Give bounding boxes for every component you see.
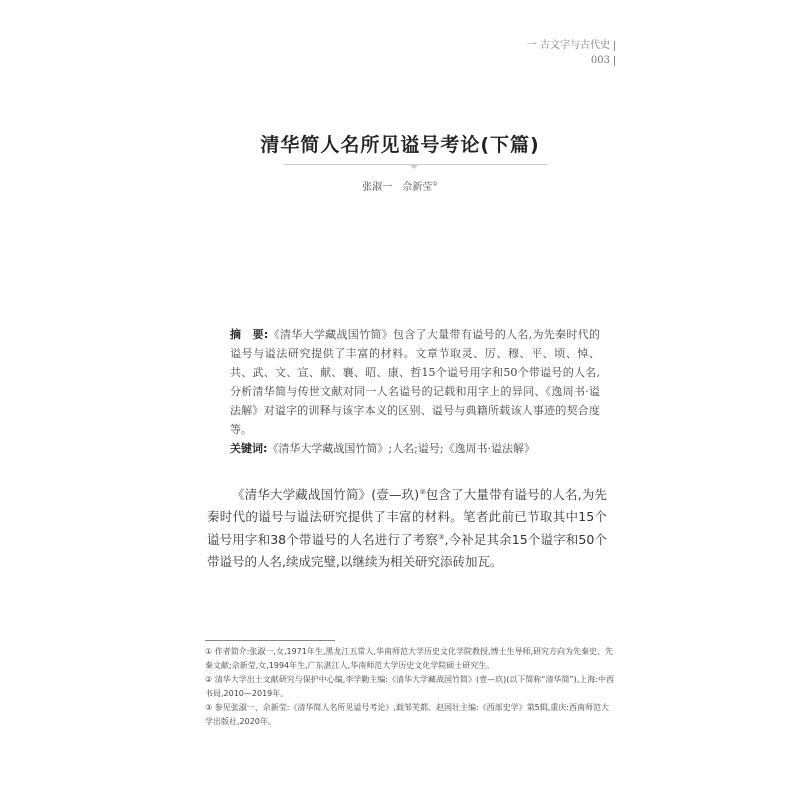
body-text-segment: ,今补足其余15个谥字和50个带谥号的人名,续成完璧,以继续为相关研究添砖加瓦。 bbox=[207, 532, 607, 569]
abstract-label: 摘 要: bbox=[230, 328, 269, 341]
author-names: 张淑一 佘新莹 bbox=[362, 182, 433, 193]
footnote-marker-3[interactable]: ③ bbox=[438, 533, 445, 542]
keywords-text: 《清华大学藏战国竹简》;人名;谥号;《逸周书·谥法解》 bbox=[267, 442, 536, 455]
abstract bbox=[230, 325, 600, 439]
running-head-section: 一 古文字与古代史 bbox=[526, 40, 610, 51]
running-head bbox=[527, 38, 615, 68]
body-text-segment: 《清华大学藏战国竹简》(壹—玖) bbox=[232, 487, 420, 503]
footnote-rule bbox=[205, 640, 335, 641]
author-footnote-marker[interactable]: ① bbox=[432, 180, 438, 188]
body-text-segment: 包含了大量带有谥号的人名,为先秦时代的谥号与谥法研究提供了丰富的材料。笔者此前已节取其中15个谥号用字和38个带谥号的人名进行了考察 bbox=[207, 487, 607, 548]
article-authors bbox=[0, 178, 800, 193]
keywords bbox=[230, 440, 600, 456]
header-divider bbox=[614, 56, 615, 66]
footnotes bbox=[205, 645, 615, 729]
footnote-3: ③ 参见张淑一、佘新莹:《清华简人名所见谥号考论》,载邹芙都、赵国壮主编:《西部史学》第5辑,重庆:西南师范大学出版社,2020年。 bbox=[205, 703, 609, 726]
article-title: 清华简人名所见谥号考论(下篇) bbox=[260, 134, 540, 156]
abstract-text: 《清华大学藏战国竹简》包含了大量带有谥号的人名,为先秦时代的谥号与谥法研究提供了丰富的材料。文章节取灵、厉、穆、平、顷、悼、共、武、文、宣、献、襄、昭、康、哲15个谥号用字和50个带谥号的人名,分析清华简与传世文献对同一人名谥号的记载和用字上的异同、《逸周书·谥法解》对谥字的训释与该字本义的区别、谥号与典籍所载该人事迹的契合度等。 bbox=[230, 328, 600, 436]
title-rule-notch bbox=[409, 164, 419, 169]
footnote-marker-2[interactable]: ② bbox=[419, 488, 426, 496]
footnote-1: ① 作者简介:张淑一,女,1971年生,黑龙江五常人,华南师范大学历史文化学院教授,博士生导师,研究方向为先秦史、先秦文献;佘新莹,女,1994年生,广东湛江人,华南师范大学历史文化学院硕士研究生。 bbox=[205, 647, 614, 670]
header-divider bbox=[614, 41, 615, 51]
body-paragraph bbox=[207, 482, 607, 572]
page-number: 003 bbox=[590, 55, 610, 66]
footnote-2: ② 清华大学出土文献研究与保护中心编,李学勤主编:《清华大学藏战国竹简》(壹—玖)(以下简称“清华简”),上海:中西书局,2010—2019年。 bbox=[205, 675, 614, 698]
keywords-label: 关键词: bbox=[230, 442, 268, 455]
